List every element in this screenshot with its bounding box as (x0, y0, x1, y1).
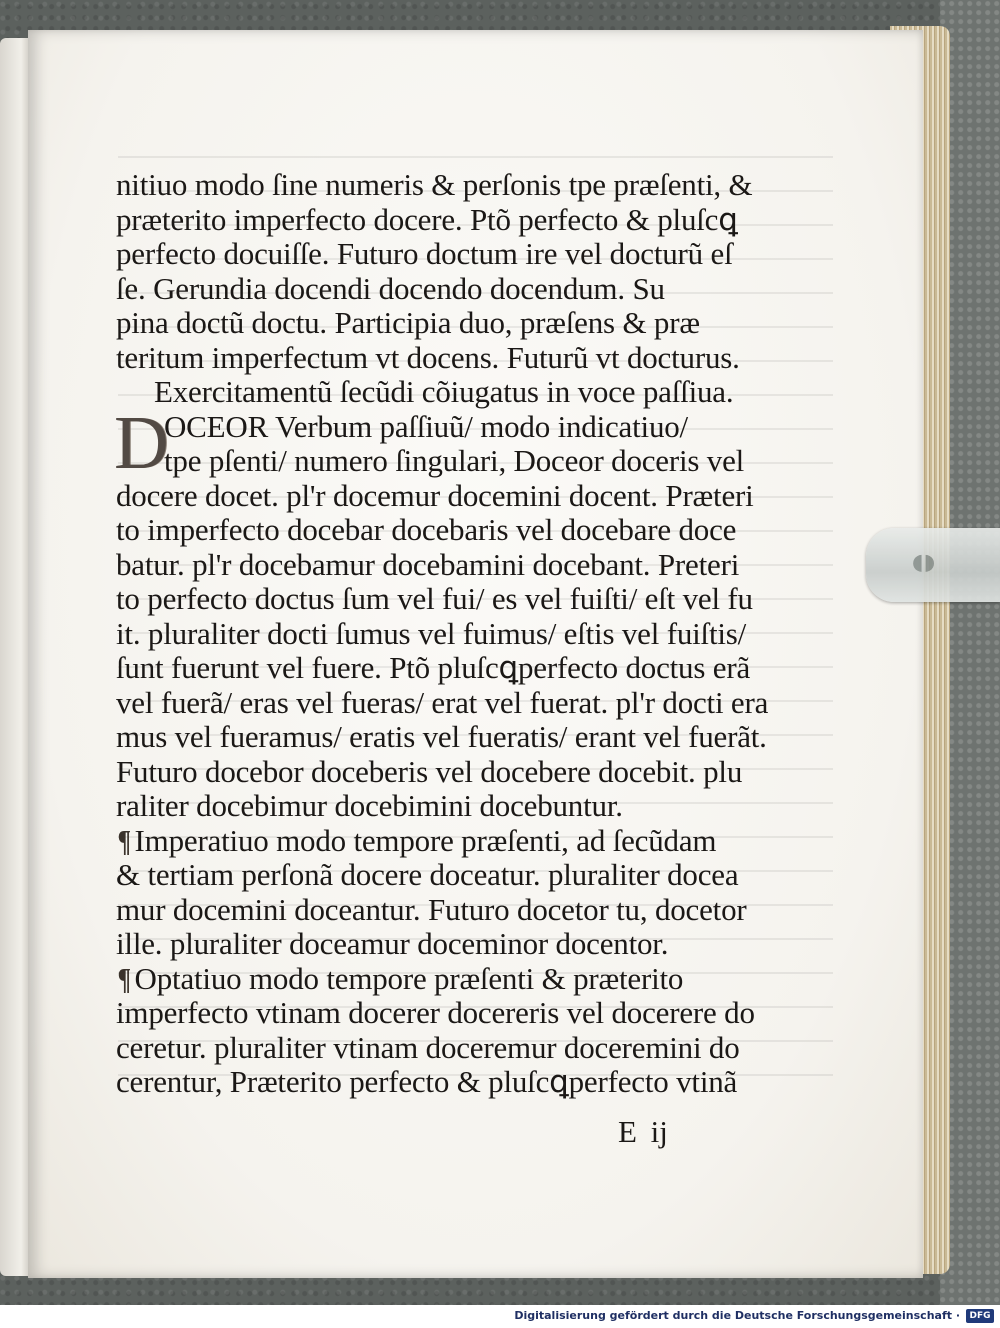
line-text: Futuro docebor doceberis vel docebere docebit. plu (116, 753, 743, 789)
text-line (116, 168, 776, 203)
page-text-block (116, 168, 776, 1100)
text-line (116, 444, 776, 479)
line-text: mur docemini doceantur. Futuro docetor tu, docetor (116, 891, 747, 927)
text-line (116, 548, 776, 583)
text-line (116, 237, 776, 272)
text-line (116, 203, 776, 238)
line-text: perfecto docuiſſe. Futuro doctum ire vel docturũ eſ (116, 236, 733, 271)
line-text: ille. pluraliter doceamur doceminor docentor. (116, 926, 669, 961)
line-text: ſe. Gerundia docendi docendo docendum. Su (116, 270, 665, 306)
line-text: ceretur. pluraliter vtinam doceremur doceremini do (116, 1029, 740, 1065)
dfg-logo-icon: DFG (966, 1309, 994, 1323)
paragraph-mark-icon: ¶ (117, 822, 131, 858)
text-line (116, 1031, 776, 1066)
text-line (116, 272, 776, 307)
line-text: cerentur, Præterito perfecto & pluſcꝗperfecto vtinã (116, 1064, 738, 1099)
line-text: Exercitamentũ ſecũdi cõiugatus in voce paſſiua. (154, 374, 734, 409)
line-text: præterito imperfecto docere. Ptõ perfecto & pluſcꝗ (116, 201, 738, 237)
text-line (116, 996, 776, 1031)
text-line (116, 617, 776, 652)
text-line (116, 927, 776, 962)
text-line (116, 686, 776, 721)
line-text: Optatiuo modo tempore præſenti & præterito (134, 960, 684, 996)
text-line (116, 651, 776, 686)
clip-mark-icon: ◖◗ (912, 550, 936, 575)
line-text: & tertiam perſonã docere doceatur. pluraliter docea (116, 857, 739, 892)
line-text: ſunt fuerunt vel fuere. Ptõ pluſcꝗperfecto doctus erã (116, 650, 751, 685)
line-text: teritum imperfectum vt docens. Futurũ vt docturus. (116, 339, 740, 375)
text-line (116, 582, 776, 617)
paragraph-mark-icon: ¶ (117, 960, 131, 996)
line-text: OCEOR Verbum paſſiuũ/ modo indicatiuo/ (164, 408, 688, 444)
text-line (116, 962, 776, 997)
line-text: batur. pl'r docebamur docebamini docebant. Preteri (116, 546, 740, 582)
line-text: Imperatiuo modo tempore præſenti, ad ſecũdam (134, 822, 717, 858)
drop-cap: D (114, 400, 169, 485)
text-line (116, 720, 776, 755)
text-line (116, 375, 776, 410)
text-line (116, 893, 776, 928)
page-clip (866, 528, 1000, 602)
line-text: pina doctũ doctu. Participia duo, præſens & præ (116, 305, 700, 340)
text-line (116, 513, 776, 548)
line-text: it. pluraliter docti ſumus vel fuimus/ eſtis vel fuiſtis/ (116, 615, 747, 651)
text-line (116, 1065, 776, 1100)
line-text: docere docet. pl'r docemur docemini docent. Præteri (116, 477, 754, 513)
text-line (116, 306, 776, 341)
line-text: tpe pſenti/ numero ſingulari, Doceor doceris vel (164, 443, 745, 478)
verso-page-edge (0, 38, 30, 1276)
footer-bar (0, 1305, 1000, 1328)
text-line (116, 479, 776, 514)
text-line (116, 341, 776, 376)
funding-credit: Digitalisierung gefördert durch die Deutsche Forschungsgemeinschaft · (514, 1309, 960, 1322)
line-text: mus vel fueramus/ eratis vel fueratis/ erant vel fuerãt. (116, 719, 767, 754)
line-text: imperfecto vtinam docerer docereris vel docerere do (116, 995, 755, 1030)
text-line (116, 755, 776, 790)
line-text: nitiuo modo ſine numeris & perſonis tpe præſenti, & (116, 167, 753, 202)
signature-mark: E ij (618, 1114, 668, 1149)
line-text: vel fuerã/ eras vel fueras/ erat vel fuerat. pl'r docti era (116, 684, 769, 720)
line-text: to perfecto doctus ſum vel fui/ es vel fuiſti/ eſt vel fu (116, 581, 753, 616)
text-line (116, 858, 776, 893)
line-text: to imperfecto docebar docebaris vel docebare doce (116, 512, 737, 547)
text-line (116, 789, 776, 824)
line-text: raliter docebimur docebimini docebuntur. (116, 788, 623, 823)
text-line (116, 824, 776, 859)
